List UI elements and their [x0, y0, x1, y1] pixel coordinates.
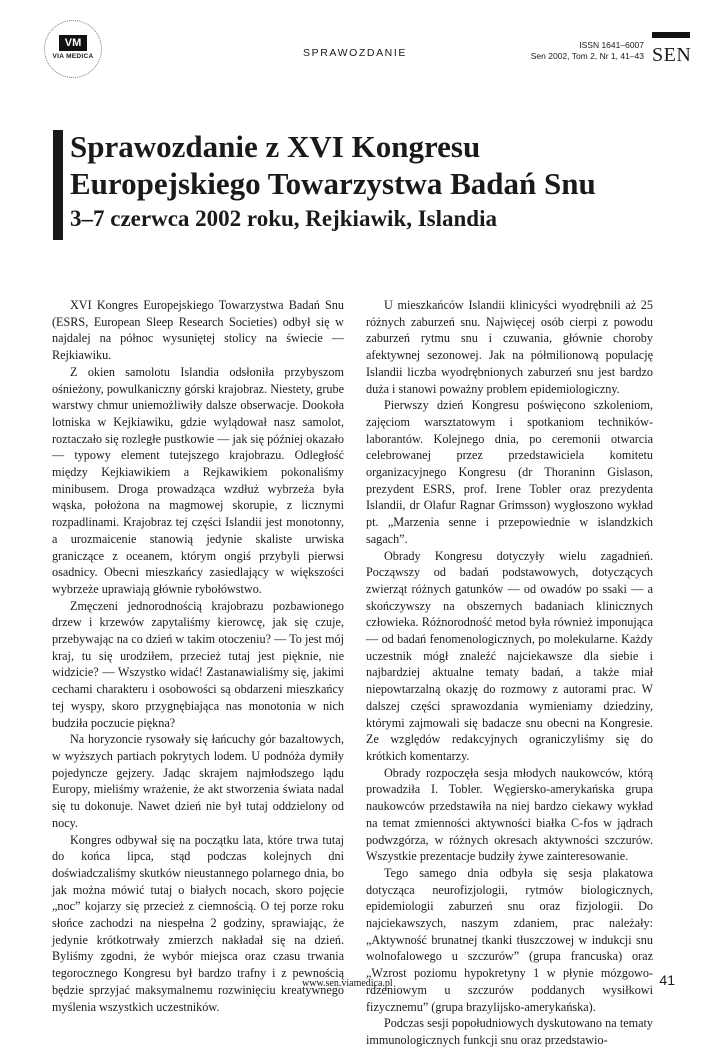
title-line-2: Europejskiego Towarzystwa Badań Snu: [70, 166, 596, 201]
journal-citation: [531, 40, 644, 62]
logo-mark: VM: [59, 35, 87, 51]
citation-text: Sen 2002, Tom 2, Nr 1, 41–43: [530, 51, 644, 61]
title-line-1: Sprawozdanie z XVI Kongresu: [70, 129, 481, 164]
body-column-right: [366, 297, 653, 1049]
paragraph: U mieszkańców Islandii klinicyści wyodrębnili aż 25 różnych zaburzeń snu. Najwięcej osób cierpi z powodu zaburzeń rytmu snu i czuwania, głównie choroby afektywnej sezonowej. Jak na półmilionową populację Islandii liczba wyodrębnionych zaburzeń snu jest bardzo duża i stanowi poważny problem epidemiologiczny.: [366, 298, 653, 396]
journal-name: SEN: [652, 44, 692, 66]
article-subtitle: 3–7 czerwca 2002 roku, Rejkiawik, Islandia: [70, 206, 497, 231]
paragraph: Obrady rozpoczęła sesja młodych naukowców, którą prowadziła I. Tobler. Węgiersko-amerykańska grupa naukowców przedstawiła na niej bardzo ciekawy wykład na temat zmienności aktywności białka C-fos w jądrach podwzgórza, w różnych okresach aktywności szczurów. Wszystkie prezentacje budziły żywe zainteresowanie.: [366, 765, 653, 864]
paragraph: Podczas sesji popołudniowych dyskutowano na tematy immunologicznych funkcji snu oraz przedstawio-: [366, 1016, 653, 1047]
publisher-logo: [44, 20, 102, 78]
paragraph: Kongres odbywał się na początku lata, które trwa tutaj do końca lipca, stąd podczas kolejnych dni doświadczaliśmy skutków nieustannego polarnego dnia, bo jak można mówić tutaj o białych nocach, skoro pojęcie „noc” kojarzy się przecież z ciemnością. O tej porze roku słońce zachodzi na niespełna 2 godziny, sprawiając, że jedynie krótkotrwały zmierzch nakładał się na dzień. Byliśmy zgodni, że wybór miejsca oraz czasu trwania tegorocznego Kongresu był bardzo trafny i z pewnością będzie sprzyjać maksymalnemu rozwinięciu kreatywnego myślenia wszystkich uczestników.: [52, 832, 344, 1014]
paragraph: Pierwszy dzień Kongresu poświęcono szkoleniom, zajęciom warsztatowym i spotkaniom techników-laborantów. Kolejnego dnia, po ceremonii otwarcia celebrowanej przez przedstawiciela komitetu organizacyjnego Kongresu (dr Thoraninn Gislason, prezydent ESRS, prof. Irene Tobler oraz prezydenta Islandii, dr Olafur Ragnar Grimsson) wygłoszono wykład pt. „Marzenia senne i przepowiednie w islandzkich sagach”.: [366, 398, 653, 546]
issn-text: ISSN 1641–6007: [579, 40, 644, 50]
paragraph: Z okien samolotu Islandia odsłoniła przybyszom ośnieżony, powulkaniczny górski krajobraz. Niestety, grube warstwy chmur uniemożliwiły dalsze obserwacje. Dookoła lotniska w Kejkiawiku, gdzie wylądował nasz samolot, roztaczało się rozległe pustkowie — jak się później okazało — typowy element tutejszego krajobrazu. Odległość między Kejkiawikiem a Rejkawikiem pokonaliśmy minibusem. Droga prowadząca wzdłuż wybrzeża była wąska, położona na magmowej skorupie, z licznymi rozpadlinami. Krajobraz tej części Islandii jest monotonny, a urozmaicenie stanowią jedynie skaliste urwiska graniczące z oceanem, którym ongiś przybyli pierwsi osadnicy. Obecni mieszkańcy zasiedlający w większości wybrzeże uprawiają głównie rybołówstwo.: [52, 364, 344, 596]
paragraph: XVI Kongres Europejskiego Towarzystwa Badań Snu (ESRS, European Sleep Research Societies) odbył się w najdalej na północ wysuniętej stolicy na świecie — Rejkiawiku.: [52, 298, 344, 363]
paragraph: Zmęczeni jednorodnością krajobrazu pozbawionego drzew i krzewów zapytaliśmy kierowcę, jak się czuje, przebywając na co dzień w takim otoczeniu? — To jest mój kraj, tu się urodziłem, przecież tutaj jest pięknie, nie widzicie? — Wszystko widać! Zastanawialiśmy się, jakimi cechami charakteru i osobowości są obdarzeni mieszkańcy tej wyspy, skoro przygnębiająca nas monotonia w nich budziła poczucie piękna?: [52, 598, 344, 730]
footer-url[interactable]: www.sen.viamedica.pl: [302, 978, 393, 989]
title-accent-bar: [53, 130, 63, 240]
paragraph: Obrady Kongresu dotyczyły wielu zagadnień. Począwszy od badań podstawowych, dotyczących zwierząt różnych gatunków — od owadów po ssaki — a skończywszy na obszernych badaniach klinicznych człowieka. Różnorodność metod była również imponująca — od badań fenomenologicznych, po molekularne. Każdy uczestnik mógł znaleźć najciekawsze dla siebie i najbardziej aktualne tematy badań, a także miał niepowtarzalną okazję do rozmowy z autorami prac. W dalszej części sprawozdania wymieniamy dziedziny, którymi zajmowali się badacze snu obecni na Kongresie. Ze względów redakcyjnych ograniczyliśmy się do krótkich komentarzy.: [366, 548, 653, 763]
article-title: [70, 128, 596, 202]
paragraph: Tego samego dnia odbyła się sesja plakatowa dotycząca neurofizjologii, rytmów biologicznych, epidemiologii zaburzeń snu oraz fizjologii. Do najciekawszych, naszym zdaniem, prac należały: „Aktywność brunatnej tkanki tłuszczowej w indukcji snu wolnofalowego u szczurów” (grupa francuska) oraz „Wzrost poziomu hypokretyny 1 w płynie mózgowo-rdzeniowym u szczurów poddanych wysiłkowi fizycznemu” (grupa brazylijsko-amerykańska).: [366, 865, 653, 1014]
journal-masthead: [652, 32, 690, 67]
body-column-left: [52, 297, 344, 1015]
logo-text: VIA MEDICA: [52, 53, 94, 60]
paragraph: Na horyzoncie rysowały się łańcuchy gór bazaltowych, w wyższych partiach pokrytych lodem. U podnóża dymiły pojedyncze gejzery. Jadąc skrajem najmłodszego lądu Europy, mieliśmy wrażenie, że akt stworzenia świata nadal się tu dokonuje. Nawet dzień nie był tutaj oddzielony od nocy.: [52, 732, 344, 830]
page-number: 41: [659, 972, 675, 988]
section-label: SPRAWOZDANIE: [303, 47, 407, 59]
